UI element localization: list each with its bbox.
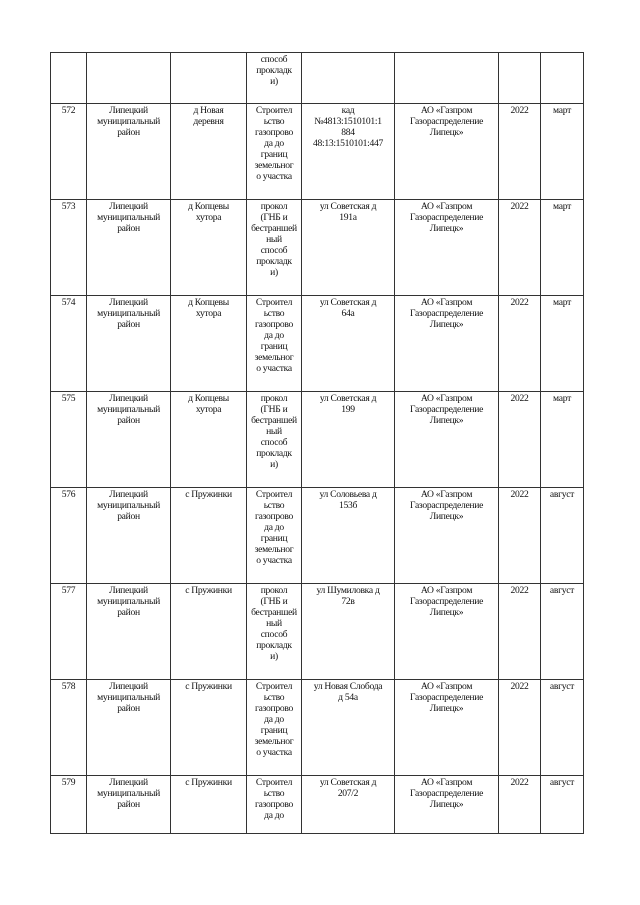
year-cell bbox=[499, 680, 541, 776]
month-cell bbox=[541, 584, 584, 680]
organization-text: АО «Газпром Газораспределение Липецк» bbox=[409, 201, 484, 235]
row-number-text: 574 bbox=[61, 297, 76, 308]
year-text: 2022 bbox=[510, 681, 529, 692]
row-number-cell bbox=[51, 584, 87, 680]
year-cell bbox=[499, 776, 541, 834]
organization-text: АО «Газпром Газораспределение Липецк» bbox=[409, 105, 484, 139]
year-cell bbox=[499, 104, 541, 200]
settlement-text: с Пружинки bbox=[185, 777, 232, 788]
settlement-cell bbox=[171, 296, 247, 392]
table-row bbox=[51, 200, 584, 296]
district-text: Липецкий муниципальный район bbox=[97, 201, 160, 235]
district-text: Липецкий муниципальный район bbox=[97, 105, 160, 139]
row-number-text: 578 bbox=[61, 681, 76, 692]
row-number-cell bbox=[51, 392, 87, 488]
address-cell bbox=[302, 296, 395, 392]
organization-cell bbox=[395, 296, 499, 392]
row-number-cell bbox=[51, 488, 87, 584]
district-cell bbox=[87, 104, 171, 200]
work-type-text: Строител ьство газопрово да до границ земельног о участка bbox=[254, 297, 294, 375]
address-text: ул Советская д 207/2 bbox=[319, 777, 377, 800]
settlement-cell bbox=[171, 776, 247, 834]
row-number-cell bbox=[51, 296, 87, 392]
year-cell bbox=[499, 488, 541, 584]
settlement-cell bbox=[171, 53, 247, 104]
district-cell bbox=[87, 680, 171, 776]
organization-cell bbox=[395, 200, 499, 296]
work-type-cell bbox=[247, 392, 302, 488]
month-cell bbox=[541, 680, 584, 776]
district-text: Липецкий муниципальный район bbox=[97, 297, 160, 331]
organization-text: АО «Газпром Газораспределение Липецк» bbox=[409, 393, 484, 427]
work-type-text: Строител ьство газопрово да до bbox=[254, 777, 293, 822]
row-number-cell bbox=[51, 776, 87, 834]
year-text: 2022 bbox=[510, 105, 529, 116]
year-text: 2022 bbox=[510, 777, 529, 788]
month-text: август bbox=[549, 585, 575, 596]
settlement-text: д Копцевы хутора bbox=[188, 297, 229, 320]
address-text: ул Соловьева д 153б bbox=[319, 489, 377, 512]
address-cell bbox=[302, 200, 395, 296]
settlement-cell bbox=[171, 680, 247, 776]
month-cell bbox=[541, 296, 584, 392]
row-number-cell bbox=[51, 680, 87, 776]
month-cell bbox=[541, 488, 584, 584]
work-type-text: Строител ьство газопрово да до границ земельног о участка bbox=[254, 105, 294, 183]
district-text: Липецкий муниципальный район bbox=[97, 777, 160, 811]
table-row bbox=[51, 488, 584, 584]
organization-text: АО «Газпром Газораспределение Липецк» bbox=[409, 297, 484, 331]
year-text: 2022 bbox=[510, 393, 529, 404]
settlement-text: с Пружинки bbox=[185, 489, 232, 500]
address-cell bbox=[302, 776, 395, 834]
address-text: ул Советская д 199 bbox=[319, 393, 377, 416]
organization-cell bbox=[395, 392, 499, 488]
organization-cell bbox=[395, 53, 499, 104]
district-text: Липецкий муниципальный район bbox=[97, 489, 160, 523]
row-number-cell bbox=[51, 104, 87, 200]
year-cell bbox=[499, 296, 541, 392]
district-text: Липецкий муниципальный район bbox=[97, 585, 160, 619]
table-row bbox=[51, 680, 584, 776]
work-type-cell bbox=[247, 488, 302, 584]
address-text: ул Новая Слобода д 54а bbox=[313, 681, 383, 704]
row-number-text: 579 bbox=[61, 777, 76, 788]
settlement-text: д Новая деревня bbox=[193, 105, 224, 128]
work-type-cell bbox=[247, 200, 302, 296]
organization-cell bbox=[395, 776, 499, 834]
row-number-text: 573 bbox=[61, 201, 76, 212]
month-text: март bbox=[553, 105, 571, 116]
organization-text: АО «Газпром Газораспределение Липецк» bbox=[409, 681, 484, 715]
address-cell bbox=[302, 488, 395, 584]
settlement-cell bbox=[171, 584, 247, 680]
work-type-cell bbox=[247, 296, 302, 392]
row-number-text: 572 bbox=[61, 105, 76, 116]
month-cell bbox=[541, 776, 584, 834]
settlement-cell bbox=[171, 488, 247, 584]
table-row bbox=[51, 53, 584, 104]
address-cell bbox=[302, 53, 395, 104]
row-number-cell bbox=[51, 53, 87, 104]
work-type-cell bbox=[247, 776, 302, 834]
work-type-cell bbox=[247, 680, 302, 776]
row-number-text: 577 bbox=[61, 585, 76, 596]
address-cell bbox=[302, 680, 395, 776]
address-cell bbox=[302, 392, 395, 488]
district-text: Липецкий муниципальный район bbox=[97, 393, 160, 427]
work-type-text: Строител ьство газопрово да до границ земельног о участка bbox=[254, 681, 294, 759]
year-cell bbox=[499, 392, 541, 488]
table-row bbox=[51, 776, 584, 834]
row-number-text: 576 bbox=[61, 489, 76, 500]
month-text: август bbox=[549, 681, 575, 692]
district-cell bbox=[87, 488, 171, 584]
year-cell bbox=[499, 584, 541, 680]
work-type-text: Строител ьство газопрово да до границ земельног о участка bbox=[254, 489, 294, 567]
work-type-cell bbox=[247, 584, 302, 680]
year-text: 2022 bbox=[510, 489, 529, 500]
district-cell bbox=[87, 392, 171, 488]
month-cell bbox=[541, 200, 584, 296]
settlement-text: с Пружинки bbox=[185, 585, 232, 596]
month-cell bbox=[541, 53, 584, 104]
month-cell bbox=[541, 104, 584, 200]
district-cell bbox=[87, 584, 171, 680]
district-text: Липецкий муниципальный район bbox=[97, 681, 160, 715]
address-cell bbox=[302, 584, 395, 680]
table-row bbox=[51, 296, 584, 392]
settlement-cell bbox=[171, 392, 247, 488]
year-cell bbox=[499, 200, 541, 296]
address-cell bbox=[302, 104, 395, 200]
organization-text: АО «Газпром Газораспределение Липецк» bbox=[409, 489, 484, 523]
address-text: ул Шумиловка д 72в bbox=[316, 585, 380, 608]
year-cell bbox=[499, 53, 541, 104]
organization-text: АО «Газпром Газораспределение Липецк» bbox=[409, 585, 484, 619]
settlement-text: д Копцевы хутора bbox=[188, 393, 229, 416]
settlement-text: д Копцевы хутора bbox=[188, 201, 229, 224]
table-row bbox=[51, 392, 584, 488]
organization-cell bbox=[395, 680, 499, 776]
gasification-schedule-table bbox=[50, 52, 584, 834]
work-type-text: прокол (ГНБ и бестраншейный способ прокладк и) bbox=[251, 393, 297, 471]
organization-cell bbox=[395, 104, 499, 200]
month-text: март bbox=[553, 393, 571, 404]
address-text: ул Советская д 64а bbox=[319, 297, 377, 320]
organization-cell bbox=[395, 584, 499, 680]
work-type-cell bbox=[247, 53, 302, 104]
month-text: март bbox=[553, 297, 571, 308]
table-row bbox=[51, 584, 584, 680]
year-text: 2022 bbox=[510, 585, 529, 596]
work-type-text: прокол (ГНБ и бестраншейный способ прокладк и) bbox=[251, 585, 297, 663]
row-number-cell bbox=[51, 200, 87, 296]
district-cell bbox=[87, 776, 171, 834]
address-text: кад №4813:1510101:1 884 48:13:1510101:447 bbox=[312, 105, 384, 150]
month-text: март bbox=[553, 201, 571, 212]
month-cell bbox=[541, 392, 584, 488]
settlement-text: с Пружинки bbox=[185, 681, 232, 692]
organization-text: АО «Газпром Газораспределение Липецк» bbox=[409, 777, 484, 811]
district-cell bbox=[87, 296, 171, 392]
table-row bbox=[51, 104, 584, 200]
district-cell bbox=[87, 200, 171, 296]
organization-cell bbox=[395, 488, 499, 584]
month-text: август bbox=[549, 489, 575, 500]
year-text: 2022 bbox=[510, 201, 529, 212]
row-number-text: 575 bbox=[61, 393, 76, 404]
settlement-cell bbox=[171, 104, 247, 200]
work-type-cell bbox=[247, 104, 302, 200]
district-cell bbox=[87, 53, 171, 104]
month-text: август bbox=[549, 777, 575, 788]
address-text: ул Советская д 191а bbox=[319, 201, 377, 224]
settlement-cell bbox=[171, 200, 247, 296]
work-type-text: прокол (ГНБ и бестраншейный способ прокладк и) bbox=[251, 201, 297, 279]
table-body bbox=[51, 53, 584, 834]
work-type-text: способ прокладк и) bbox=[256, 54, 292, 88]
year-text: 2022 bbox=[510, 297, 529, 308]
